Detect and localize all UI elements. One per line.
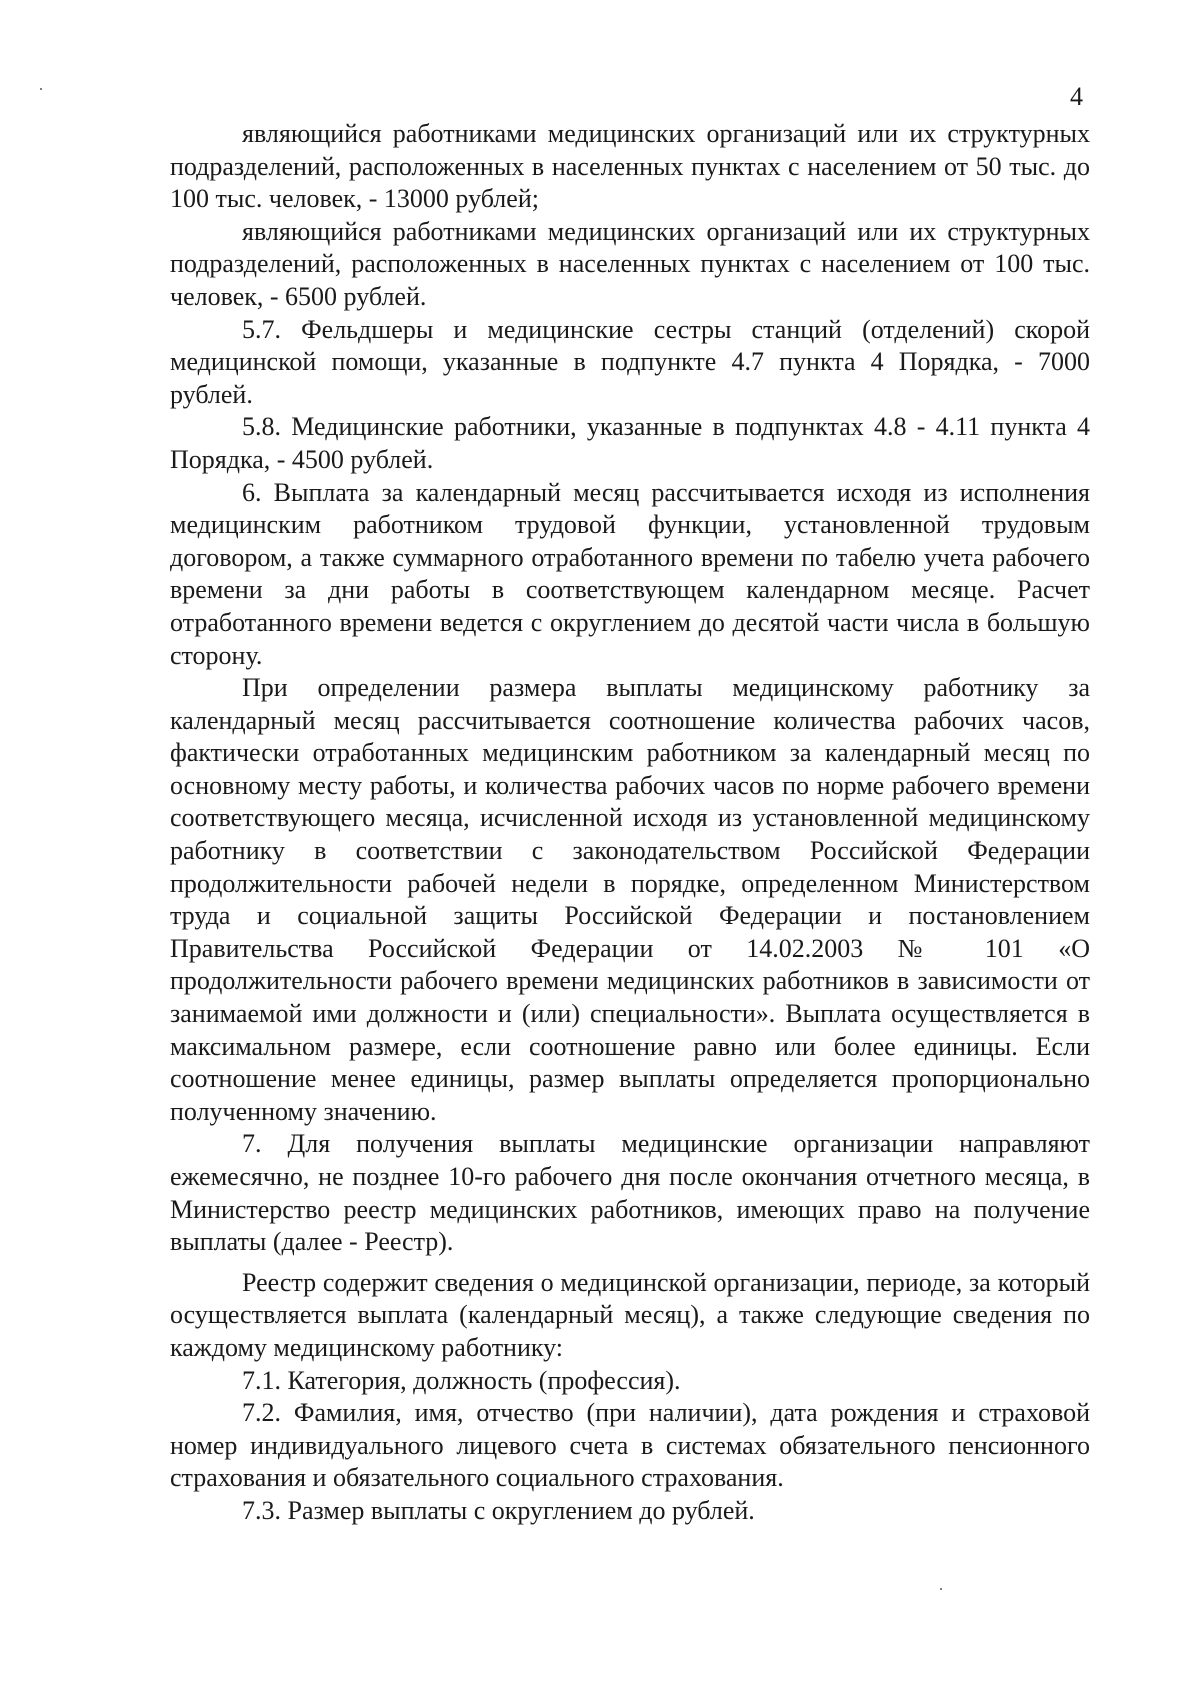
paragraph-7-3: 7.3. Размер выплаты с округлением до рублей. [242,1495,755,1525]
paragraph-payment-50k-100k: являющийся работниками медицинских организаций или их структурных подразделений, расположенных в населенных пунктах с населением от 50 тыс. до 100 тыс. человек, - 13000 рублей; [170,119,1090,214]
paragraph-6-ratio: При определении размера выплаты медицинскому работнику за календарный месяц рассчитывается соотношение количества рабочих часов, фактически отработанных медицинским работником за календарный месяц по основному месту работы, и количества рабочих часов по норме рабочего времени соответствующего месяца, исчисленной исходя из установленной медицинскому работнику в соответствии с законодательством Российской Федерации продолжительности рабочей недели в порядке, определенном Министерством труда и социальной защиты Российской Федерации и постановлением Правительства Российской Федерации от 14.02.2003 № 101 «О продолжительности рабочего времени медицинских работников в зависимости от занимаемой ими должности и (или) специальности». Выплата осуществляется в максимальном размере, если соотношение равно или более единицы. Если соотношение менее единицы, размер выплаты определяется пропорционально полученному значению. [170,673,1090,1126]
paragraph-5-7: 5.7. Фельдшеры и медицинские сестры станций (отделений) скорой медицинской помощи, указанные в подпункте 4.7 пункта 4 Порядка, - 7000 рублей. [170,314,1090,409]
paragraph-payment-100k: являющийся работниками медицинских организаций или их структурных подразделений, расположенных в населенных пунктах с населением от 100 тыс. человек, - 6500 рублей. [170,216,1090,311]
scan-speck [940,1588,942,1590]
paragraph-7-1: 7.1. Категория, должность (профессия). [242,1365,681,1395]
scan-speck [40,88,42,90]
paragraph-6: 6. Выплата за календарный месяц рассчитывается исходя из исполнения медицинским работником трудовой функции, установленной трудовым договором, а также суммарного отработанного времени по табелю учета рабочего времени за дни работы в соответствующем календарном месяце. Расчет отработанного времени ведется с округлением до десятой части числа в большую сторону. [170,477,1090,670]
document-body [170,118,1090,1528]
paragraph-registry-contents: Реестр содержит сведения о медицинской организации, периоде, за который осуществляется выплата (календарный месяц), а также следующие сведения по каждому медицинскому работнику: [170,1267,1090,1362]
paragraph-7: 7. Для получения выплаты медицинские организации направляют ежемесячно, не позднее 10-го рабочего дня после окончания отчетного месяца, в Министерство реестр медицинских работников, имеющих право на получение выплаты (далее - Реестр). [170,1129,1090,1257]
paragraph-7-2: 7.2. Фамилия, имя, отчество (при наличии), дата рождения и страховой номер индивидуального лицевого счета в системах обязательного пенсионного страхования и обязательного социального страхования. [170,1398,1090,1493]
page-number: 4 [1070,82,1083,111]
paragraph-5-8: 5.8. Медицинские работники, указанные в подпунктах 4.8 - 4.11 пункта 4 Порядка, - 4500 рублей. [170,412,1090,474]
